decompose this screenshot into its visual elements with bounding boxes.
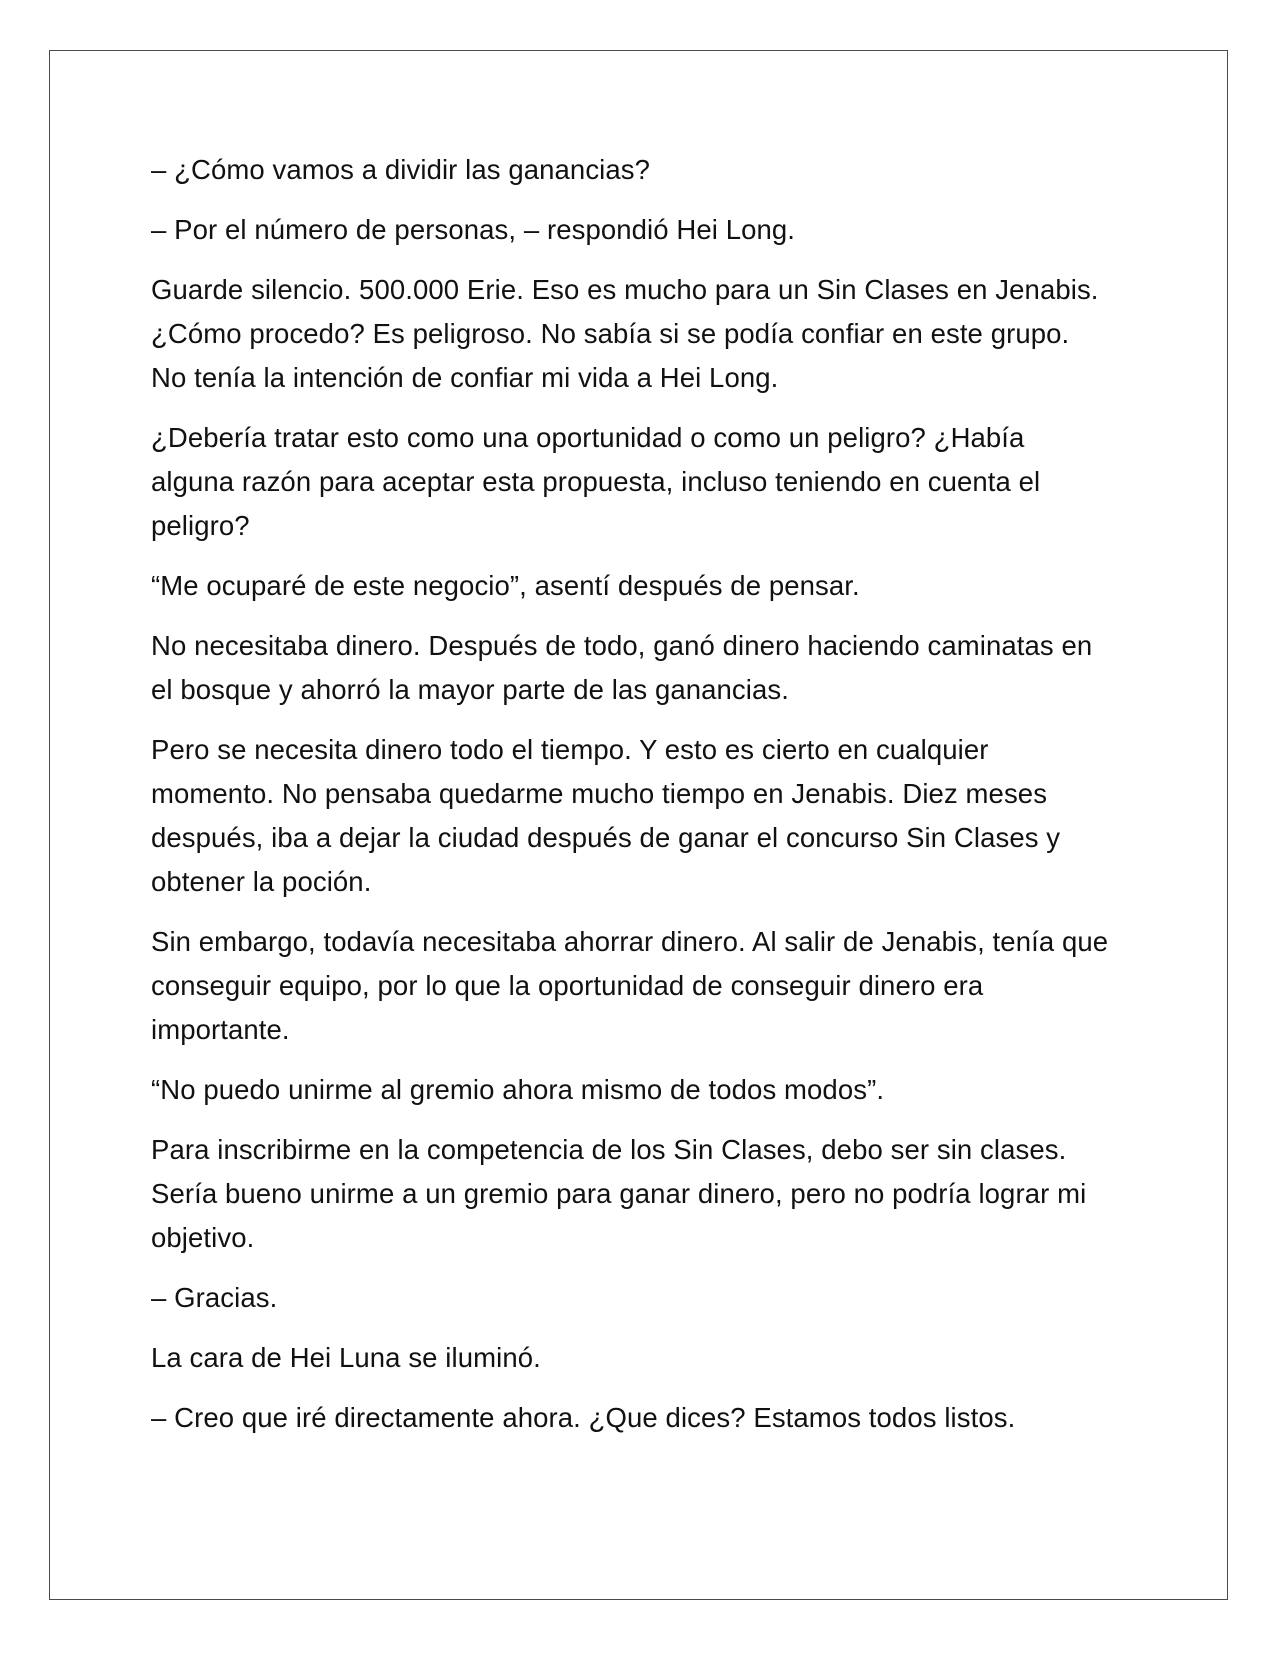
paragraph-2: – Por el número de personas, – respondió Hei Long. xyxy=(151,214,796,245)
paragraph-3: Guarde silencio. 500.000 Erie. Eso es mucho para un Sin Clases en Jenabis. ¿Cómo procedo? Es peligroso. No sabía si se podía confiar en este grupo. No tenía la intención de confiar mi vida a Hei Long. xyxy=(151,274,1107,393)
paragraph-13: – Creo que iré directamente ahora. ¿Que dices? Estamos todos listos. xyxy=(151,1402,1016,1433)
paragraph-6: No necesitaba dinero. Después de todo, ganó dinero haciendo caminatas en el bosque y ahorró la mayor parte de las ganancias. xyxy=(151,630,1101,705)
paragraph-1: – ¿Cómo vamos a dividir las ganancias? xyxy=(151,154,651,185)
page-content xyxy=(151,148,1116,1456)
paragraph-9: “No puedo unirme al gremio ahora mismo de todos modos”. xyxy=(151,1074,885,1105)
paragraph-12: La cara de Hei Luna se iluminó. xyxy=(151,1342,541,1373)
paragraph-8: Sin embargo, todavía necesitaba ahorrar dinero. Al salir de Jenabis, tenía que conseguir equipo, por lo que la oportunidad de conseguir dinero era importante. xyxy=(151,926,1116,1045)
paragraph-7: Pero se necesita dinero todo el tiempo. Y esto es cierto en cualquier momento. No pensaba quedarme mucho tiempo en Jenabis. Diez meses después, iba a dejar la ciudad después de ganar el concurso Sin Clases y obtener la poción. xyxy=(151,734,1068,897)
paragraph-4: ¿Debería tratar esto como una oportunidad o como un peligro? ¿Había alguna razón para aceptar esta propuesta, incluso teniendo en cuenta el peligro? xyxy=(151,422,1048,541)
paragraph-5: “Me ocuparé de este negocio”, asentí después de pensar. xyxy=(151,570,860,601)
paragraph-10: Para inscribirme en la competencia de los Sin Clases, debo ser sin clases. Sería bueno unirme a un gremio para ganar dinero, pero no podría lograr mi objetivo. xyxy=(151,1134,1095,1253)
paragraph-11: – Gracias. xyxy=(151,1282,278,1313)
